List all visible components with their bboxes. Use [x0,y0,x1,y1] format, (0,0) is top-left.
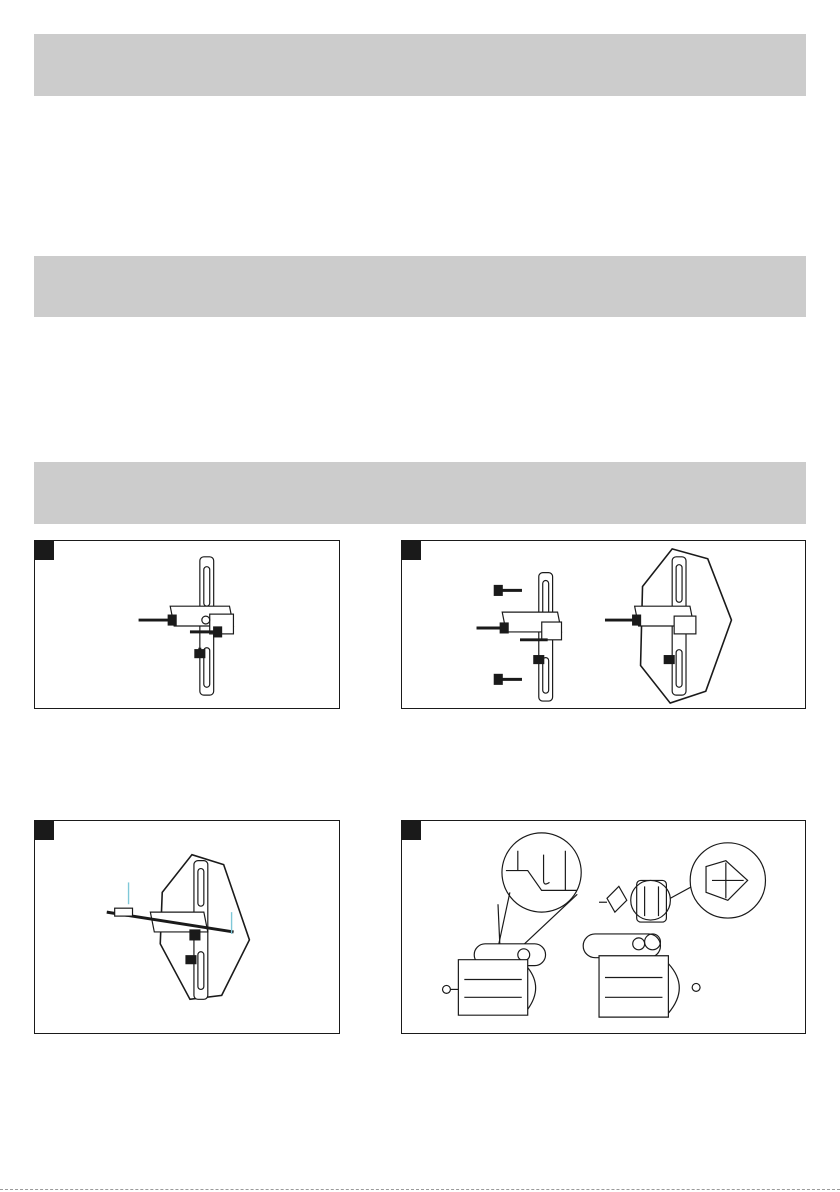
step-3-panel [34,820,340,1034]
bracket-and-plate-assembly-illustration [402,541,805,708]
section-heading-band-3 [34,462,806,524]
section-heading-band-1 [34,34,806,96]
plate-with-mounting-rod-illustration [35,821,339,1033]
bracket-with-screws-illustration [35,541,339,708]
step-2-panel [401,540,806,709]
page-bottom-rule [0,1189,840,1190]
light-fixture-attachment-illustration [402,821,805,1033]
section-heading-band-2 [34,256,806,317]
step-1-panel [34,540,340,709]
step-4-panel [401,820,806,1034]
